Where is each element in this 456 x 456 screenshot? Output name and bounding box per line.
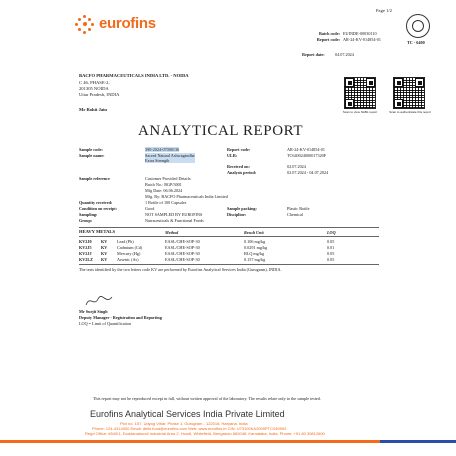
sample-name-label: Sample name: (79, 153, 105, 158)
sample-code-label: Sample code: (79, 147, 103, 152)
row-loq: 0.05 (327, 239, 335, 244)
footer-registered-office: Regd Office: #540/1, Doddanakundi Industrial Area 2, Hoodi, Whitefield, Bengaluru-560048, Karnataka, India. Phone: +91 80 30812600 (85, 431, 325, 436)
condition-value: Good (145, 206, 155, 211)
row-lab: KV (101, 239, 108, 244)
sampling-label: Sampling: (79, 212, 98, 217)
row-code: KV2J0 (79, 239, 92, 244)
row-parameter: Lead (Pb) (117, 239, 134, 244)
nabl-qr-caption: Scan to view NABL report (342, 110, 378, 114)
divider (79, 264, 379, 265)
sample-reference-value: Customer Provided Details: (145, 176, 192, 181)
divider (79, 236, 379, 237)
address-line-3: Uttar Pradesh, INDIA (79, 92, 120, 97)
auth-qr-caption: Scan to authenticate this report (389, 110, 431, 114)
received-on-value: 02.07.2024 (287, 164, 306, 169)
footer-company: Eurofins Analytical Services India Private Limited (90, 409, 285, 419)
nabl-qr-code-icon[interactable] (344, 77, 376, 109)
sampling-value: NOT SAMPLED BY EUROFINS (145, 212, 203, 217)
signatory-role: Deputy Manager - Registration and Reporting (79, 315, 162, 320)
accreditation-seal-icon (406, 14, 430, 38)
row-parameter: Arsenic (As) (117, 257, 139, 262)
sample-reference-label: Sample reference (79, 176, 110, 181)
batch-code: EUINDE-00030110 (343, 31, 377, 36)
row-loq: 0.05 (327, 251, 335, 256)
page-number: Page 1/2 (376, 8, 392, 13)
tc-number: TC - 6400 (407, 40, 425, 45)
batch-number: Batch No.: BGP/3001 (145, 182, 182, 187)
analysis-period-value: 02.07.2024 - 04.07.2024 (287, 170, 329, 175)
row-loq: 0.01 (327, 245, 335, 250)
column-result-unit: Result Unit (244, 230, 264, 235)
ulr-label: ULR: (227, 153, 238, 158)
mfg-date: Mfg Date: 06.06.2024 (145, 188, 183, 193)
row-result: 0.157 mg/kg (244, 257, 266, 262)
footer-color-bar (0, 440, 456, 456)
row-lab: KV (101, 257, 108, 262)
row-method: EASL/CHE-SOP-30 (165, 257, 200, 262)
column-method: Method (165, 230, 179, 235)
customer-company: BACFO PHARMACEUTICALS INDIA LTD. - NOIDA (79, 73, 189, 78)
section-heading: HEAVY METALS (79, 229, 116, 234)
discipline-value: Chemical (287, 212, 304, 217)
report-code-label-2: Report code: (227, 147, 251, 152)
row-result: 0.106 mg/kg (244, 239, 266, 244)
address-line-2: 201305 NOIDA (79, 86, 109, 91)
column-loq: LOQ (327, 230, 336, 235)
disclaimer: This report may not be reproduced except in full, without written approval of the laboratory. The results relate only to the sample tested. (93, 396, 321, 401)
quantity-label: Quantity received: (79, 200, 113, 205)
report-code-label: Report code: (316, 37, 340, 42)
row-method: EASL/CHE-SOP-30 (165, 245, 200, 250)
condition-label: Condition on receipt: (79, 206, 118, 211)
report-code: AR-24-KV-014854-01 (343, 37, 381, 42)
analysis-period-label: Analysis period: (227, 170, 257, 175)
attention-name: Mr Rohit Jain (79, 107, 107, 112)
loq-note: LOQ = Limit of Quantification (79, 321, 132, 326)
sample-code-value: 390-2024-07000136 (145, 147, 180, 152)
row-lab: KV (101, 245, 108, 250)
row-method: EASL/CHE-SOP-30 (165, 239, 200, 244)
report-date: 04.07.2024 (335, 52, 354, 57)
discipline-label: Discipline: (227, 212, 247, 217)
sample-name-value: Sacred Natural Ashwagandha Extra Strength (145, 153, 195, 163)
row-lab: KV (101, 251, 108, 256)
footer-address: Plot no. 157, Udyog Vihar, Phase 1, Gurugram - 122016, Haryana, India (120, 421, 248, 426)
eurofins-logo-icon (75, 15, 95, 35)
group-value: Nutraceuticals & Functional Foods (145, 218, 204, 223)
divider (79, 227, 379, 228)
report-code-value-2: AR-24-KV-014854-01 (287, 147, 325, 152)
row-parameter: Cadmium (Cd) (117, 245, 143, 250)
signature-icon (84, 293, 114, 309)
row-method: EASL/CHE-SOP-30 (165, 251, 200, 256)
logo-text: eurofins (99, 15, 156, 32)
report-title: ANALYTICAL REPORT (138, 123, 304, 139)
mfg-by: Mfg. By: BACFO Pharmaceuticals India Limited (145, 194, 228, 199)
footer-contact: Phone: 124-4314000 Email: delhi.food@eurofins.com Web: www.eurofins.in CIN: U73100KA2009PTC049992 (92, 426, 287, 431)
authentication-qr-code-icon[interactable] (393, 77, 425, 109)
lab-note: The tests identified by the two letters code KV are performed by Eurofins Analytical Services India (Gurugram), INDIA. (79, 267, 282, 272)
row-code: KV2LZ (79, 257, 93, 262)
row-result: BLQ mg/kg (244, 251, 265, 256)
batch-code-label: Batch code: (318, 31, 340, 36)
row-code: KV2J5 (79, 245, 92, 250)
row-result: 0.0291 mg/kg (244, 245, 268, 250)
address-line-1: C 46, PHASE-2, (79, 80, 110, 85)
group-label: Group: (79, 218, 93, 223)
quantity-value: 1 Bottle of 100 Capsules (145, 200, 187, 205)
row-code: KV2JJ (79, 251, 92, 256)
sample-packing-label: Sample packing: (227, 206, 257, 211)
sample-packing-value: Plastic Bottle (287, 206, 310, 211)
signatory-name: Mr Surjit Singh (79, 309, 108, 314)
report-date-label: Report date: (302, 52, 325, 57)
row-loq: 0.05 (327, 257, 335, 262)
received-on-label: Received on: (227, 164, 250, 169)
ulr-value: TC640024000017320F (287, 153, 327, 158)
row-parameter: Mercury (Hg) (117, 251, 141, 256)
